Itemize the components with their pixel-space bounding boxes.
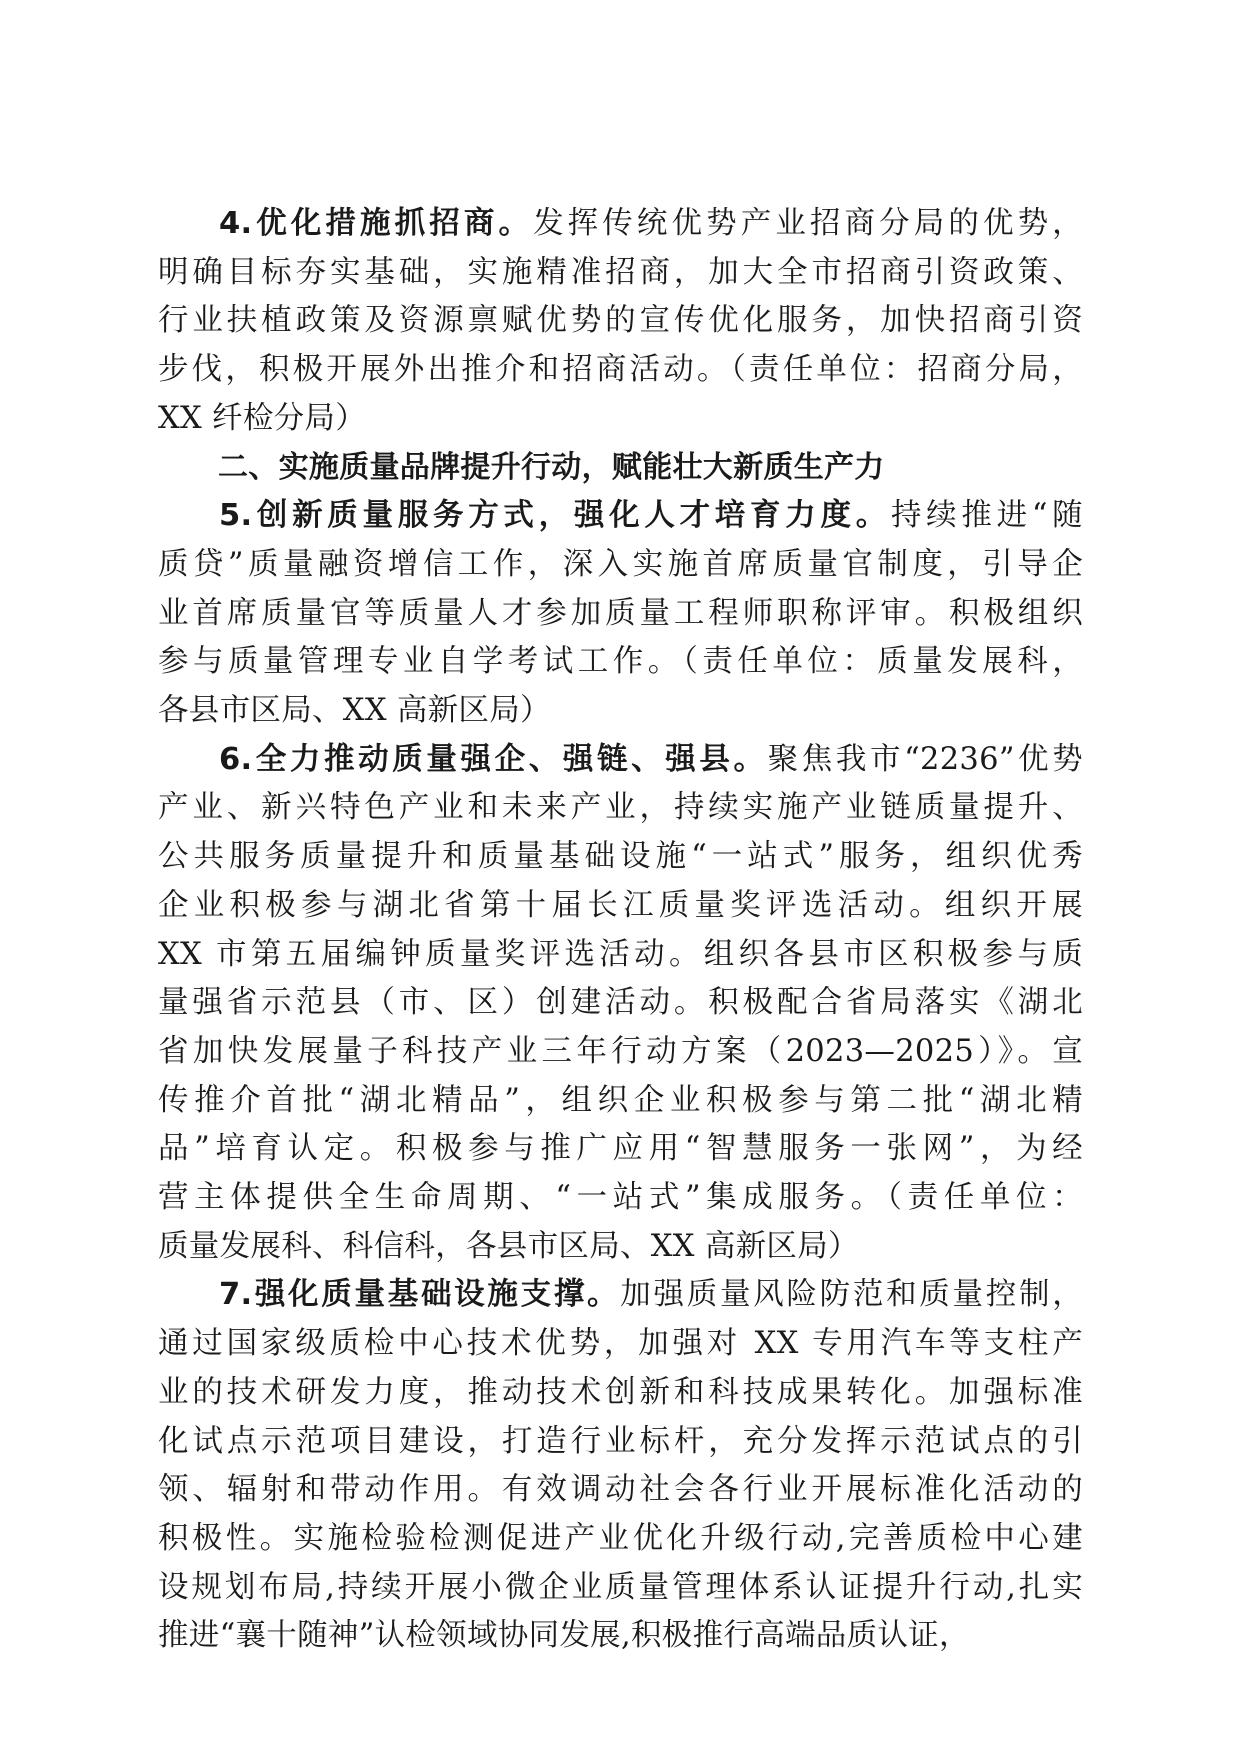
paragraph-lead-title: 6.全力推动质量强企、强链、强县。 <box>219 741 768 777</box>
text-line <box>158 590 1083 639</box>
paragraph-text: 质贷”质量融资增信工作，深入实施首席质量官制度，引导企 <box>158 546 1083 582</box>
paragraph-lead-title: 4.优化措施抓招商。 <box>219 206 534 241</box>
paragraph-text: 持续推进“随 <box>890 498 1083 534</box>
paragraph-text: 加强质量风险防范和质量控制， <box>620 1277 1083 1313</box>
paragraph-text: 公共服务质量提升和质量基础设施“一站式”服务，组织优秀 <box>158 839 1083 875</box>
text-line <box>158 784 1083 833</box>
text-line <box>158 833 1083 882</box>
paragraph-text: 发挥传统优势产业招商分局的优势， <box>533 206 1083 241</box>
text-line <box>158 979 1083 1028</box>
paragraph-text: 传推介首批“湖北精品”，组织企业积极参与第二批“湖北精 <box>158 1082 1083 1118</box>
text-line <box>158 541 1083 590</box>
paragraph-lead-title: 7.强化质量基础设施支撑。 <box>219 1277 621 1313</box>
paragraph-text: 化试点示范项目建设，打造行业标杆，充分发挥示范试点的引 <box>158 1423 1083 1459</box>
text-line <box>158 1077 1083 1126</box>
text-line <box>158 1369 1083 1418</box>
text-line <box>158 1174 1083 1223</box>
text-line <box>158 1125 1083 1174</box>
text-line <box>158 297 1083 346</box>
paragraph-text: 各县市区局、XX 高新区局） <box>158 693 551 729</box>
paragraph-text: 参与质量管理专业自学考试工作。（责任单位：质量发展科， <box>158 644 1083 680</box>
text-line <box>158 395 1083 444</box>
paragraph-text: 产业、新兴特色产业和未来产业，持续实施产业链质量提升、 <box>158 790 1083 826</box>
text-line <box>158 249 1083 298</box>
paragraph-text: 营主体提供全生命周期、“一站式”集成服务。（责任单位： <box>158 1180 1083 1216</box>
paragraph-lead-title: 5.创新质量服务方式，强化人才培育力度。 <box>219 498 891 534</box>
text-line <box>158 1612 1083 1661</box>
text-line <box>158 882 1083 931</box>
paragraph-text: 品”培育认定。积极参与推广应用“智慧服务一张网”，为经 <box>158 1131 1083 1167</box>
paragraph-p4 <box>158 200 1083 444</box>
paragraph-p5 <box>158 492 1083 736</box>
paragraph-text: 业的技术研发力度，推动技术创新和科技成果转化。加强标准 <box>158 1374 1083 1410</box>
paragraph-text: 量强省示范县（市、区）创建活动。积极配合省局落实《湖北 <box>158 985 1083 1021</box>
paragraph-text: 业首席质量官等质量人才参加质量工程师职称评审。积极组织 <box>158 595 1083 631</box>
text-line <box>158 736 1083 785</box>
text-line <box>158 1515 1083 1564</box>
text-line <box>158 1418 1083 1467</box>
paragraph-p7 <box>158 1271 1083 1661</box>
paragraph-p6 <box>158 736 1083 1272</box>
text-line <box>158 346 1083 395</box>
text-line <box>158 687 1083 736</box>
paragraph-text: 步伐，积极开展外出推介和招商活动。（责任单位：招商分局， <box>158 352 1083 388</box>
paragraph-text: 质量发展科、科信科，各县市区局、XX 高新区局） <box>158 1228 859 1264</box>
paragraph-text: 省加快发展量子科技产业三年行动方案（2023—2025）》。宣 <box>158 1033 1083 1069</box>
paragraph-text: XX 市第五届编钟质量奖评选活动。组织各县市区积极参与质 <box>158 936 1083 972</box>
paragraph-text: 领、辐射和带动作用。有效调动社会各行业开展标准化活动的 <box>158 1472 1083 1508</box>
paragraph-text: 行业扶植政策及资源禀赋优势的宣传优化服务，加快招商引资 <box>158 303 1083 339</box>
paragraph-text: 企业积极参与湖北省第十届长江质量奖评选活动。组织开展 <box>158 887 1083 923</box>
paragraph-text: 推进“襄十随神”认检领域协同发展,积极推行高端品质认证， <box>158 1618 970 1654</box>
paragraph-text: XX 纤检分局） <box>158 400 367 436</box>
paragraph-text: 通过国家级质检中心技术优势，加强对 XX 专用汽车等支柱产 <box>158 1326 1083 1362</box>
text-line <box>158 1466 1083 1515</box>
text-line <box>158 1223 1083 1272</box>
text-line <box>158 1271 1083 1320</box>
text-line <box>158 492 1083 541</box>
paragraph-text: 设规划布局,持续开展小微企业质量管理体系认证提升行动,扎实 <box>158 1569 1083 1605</box>
text-line <box>158 1564 1083 1613</box>
paragraph-text: 明确目标夯实基础，实施精准招商，加大全市招商引资政策、 <box>158 254 1083 290</box>
text-line <box>158 931 1083 980</box>
text-line <box>158 200 1083 249</box>
text-line <box>158 1320 1083 1369</box>
text-line <box>158 1028 1083 1077</box>
paragraph-text: 积极性。实施检验检测促进产业优化升级行动,完善质检中心建 <box>158 1520 1083 1556</box>
document-body <box>158 200 1083 1661</box>
paragraph-text: 聚焦我市“2236”优势 <box>767 741 1083 777</box>
section-heading: 二、实施质量品牌提升行动，赋能壮大新质生产力 <box>218 449 885 485</box>
text-line <box>158 638 1083 687</box>
